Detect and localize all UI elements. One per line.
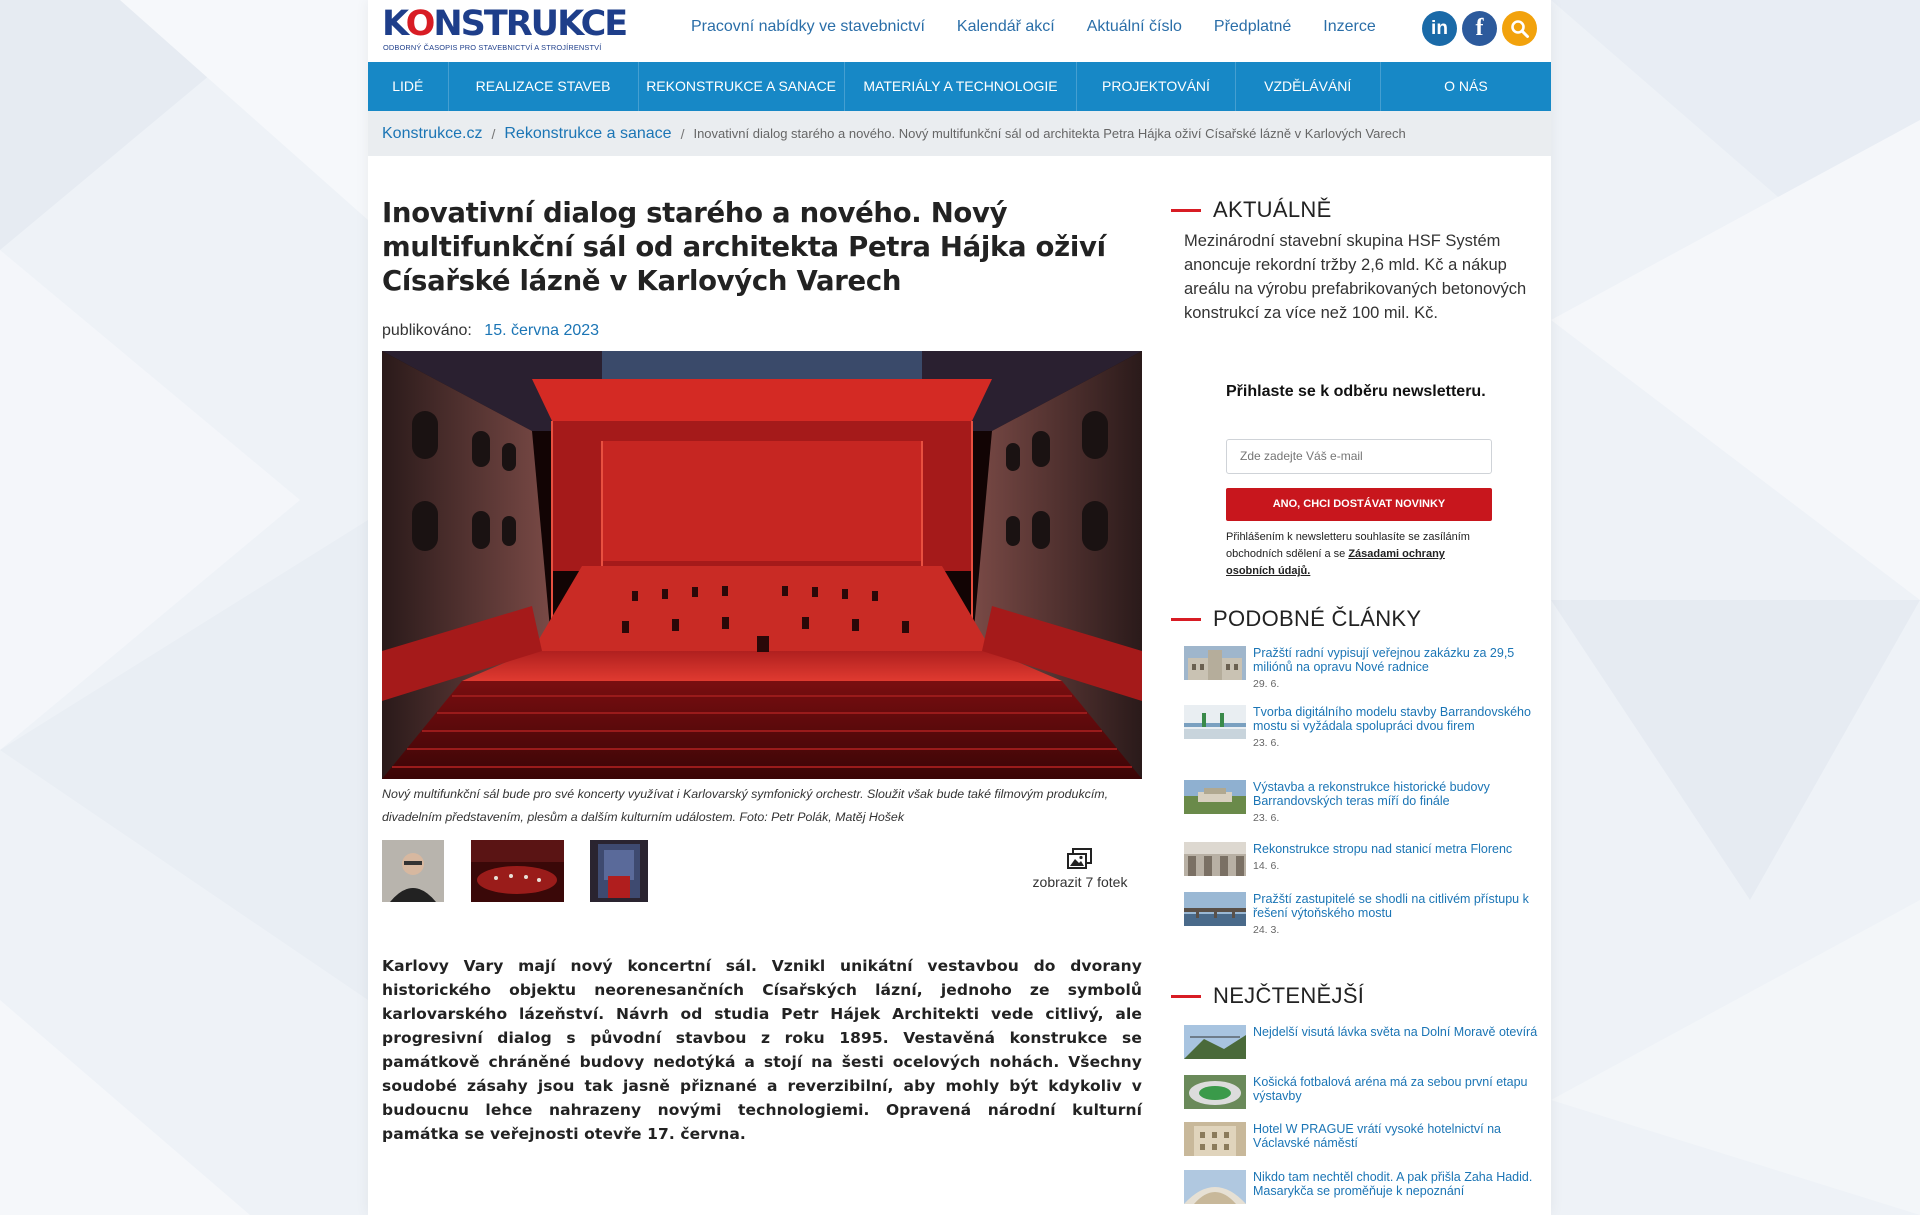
list-item-thumbnail: [1184, 646, 1246, 680]
podobne-heading: [1171, 604, 1421, 634]
topnav-current-issue[interactable]: Aktuální číslo: [1086, 18, 1182, 35]
linkedin-icon[interactable]: in: [1422, 11, 1457, 46]
thumb-terraces: [1184, 780, 1246, 814]
newsletter-title: Přihlaste se k odběru newsletteru.: [1226, 383, 1486, 400]
breadcrumb-home[interactable]: Konstrukce.cz: [382, 124, 483, 142]
topnav-advertising[interactable]: Inzerce: [1323, 18, 1376, 35]
gallery-label: zobrazit 7 fotek: [1032, 874, 1128, 890]
logo-wordmark: KONSTRUKCE: [382, 4, 627, 44]
list-item-title[interactable]: Košická fotbalová aréna má za sebou první etapu výstavby: [1253, 1075, 1528, 1103]
list-item-thumbnail: [1184, 1025, 1246, 1059]
thumb-sky-bridge: [1184, 1025, 1246, 1059]
hero-image[interactable]: [382, 351, 1142, 779]
published-label: publikováno:: [382, 322, 472, 339]
nav-lide[interactable]: LIDÉ: [368, 62, 449, 111]
nav-realizace-staveb[interactable]: REALIZACE STAVEB: [449, 62, 639, 111]
image-caption: Nový multifunkční sál bude pro své koncerty využívat i Karlovarský symfonický orchestr. Sloužit však bude také filmovým produkcím, divadelním představením, plesům a dalším kulturním událostem. Foto: Petr Polák, Matěj Hošek: [382, 787, 1109, 824]
thumb-kosice-arena: [1184, 1075, 1246, 1109]
thumb-metro-florenc: [1184, 842, 1246, 876]
aktualne-heading: [1171, 195, 1332, 225]
breadcrumb-current: Inovativní dialog starého a nového. Nový multifunkční sál od architekta Petra Hájka oživí Císařské lázně v Karlových Varech: [693, 126, 1406, 141]
social-links: [1422, 11, 1542, 46]
list-item-title[interactable]: Hotel W PRAGUE vrátí vysoké hotelnictví na Václavské náměstí: [1253, 1122, 1502, 1150]
logo-subtitle: ODBORNÝ ČASOPIS PRO STAVEBNICTVÍ A STROJÍRENSTVÍ: [383, 43, 602, 52]
heading-accent-bar: [1171, 995, 1201, 998]
thumb-town-hall: [1184, 646, 1246, 680]
newsletter-email-input[interactable]: [1226, 439, 1492, 474]
topnav-subscription[interactable]: Předplatné: [1213, 18, 1292, 35]
privacy-policy-link[interactable]: Zásadami ochrany osobních údajů.: [1226, 548, 1445, 577]
logo-letter-o: O: [405, 4, 434, 44]
list-item-title[interactable]: Pražští radní vypisují veřejnou zakázku za 29,5 miliónů na opravu Nové radnice: [1253, 646, 1515, 674]
list-item-thumbnail: [1184, 1075, 1246, 1109]
list-item-thumbnail: [1184, 780, 1246, 814]
podobne-title: PODOBNÉ ČLÁNKY: [1213, 606, 1422, 631]
list-item-thumbnail: [1184, 705, 1246, 739]
concert-hall-illustration: [382, 351, 1142, 779]
thumbnail-orchestra-image: [471, 840, 564, 902]
nav-vzdelavani[interactable]: VZDĚLÁVÁNÍ: [1236, 62, 1381, 111]
newsletter-consent-text: Přihlášením k newsletteru souhlasíte se zasíláním obchodních sdělení a se: [1226, 531, 1470, 560]
newsletter-consent-note: [1226, 529, 1496, 580]
thumbnail-portrait-image: [382, 840, 444, 902]
list-item-thumbnail: [1184, 1170, 1246, 1204]
nav-materialy-a-technologie[interactable]: MATERIÁLY A TECHNOLOGIE: [845, 62, 1078, 111]
list-item-title[interactable]: Nejdelší visutá lávka světa na Dolní Moravě otevírá: [1253, 1025, 1538, 1039]
aktualne-title: AKTUÁLNĚ: [1213, 197, 1332, 222]
list-item-title[interactable]: Pražští zastupitelé se shodli na citlivém přístupu k řešení výtoňského mostu: [1253, 892, 1529, 920]
breadcrumb-separator: /: [680, 125, 685, 142]
nav-o-nas[interactable]: O NÁS: [1444, 78, 1488, 94]
thumbnail-portrait[interactable]: [382, 840, 444, 902]
site-header: [368, 0, 1551, 62]
breadcrumb-separator: /: [491, 125, 496, 142]
thumb-w-prague: [1184, 1122, 1246, 1156]
nav-projektovani[interactable]: PROJEKTOVÁNÍ: [1077, 62, 1235, 111]
main-navigation: [368, 62, 1551, 111]
list-item-title[interactable]: Výstavba a rekonstrukce historické budovy Barrandovských teras míří do finále: [1253, 780, 1490, 808]
page-container: [368, 0, 1551, 1215]
thumb-masarycka: [1184, 1170, 1246, 1204]
list-item-date: 14. 6.: [1253, 860, 1280, 872]
thumbnail-hall-image: [590, 840, 648, 902]
list-item-date: 23. 6.: [1253, 812, 1280, 824]
gallery-link[interactable]: [1024, 848, 1136, 892]
newsletter-box: [1226, 383, 1496, 577]
list-item-thumbnail: [1184, 892, 1246, 926]
breadcrumb-section[interactable]: Rekonstrukce a sanace: [504, 124, 672, 142]
list-item-date: 29. 6.: [1253, 678, 1280, 690]
nejctenejsi-heading: [1171, 981, 1364, 1011]
list-item-title[interactable]: Rekonstrukce stropu nad stanicí metra Florenc: [1253, 842, 1513, 856]
heading-accent-bar: [1171, 209, 1201, 212]
gallery-icon: [1067, 848, 1093, 870]
topnav-jobs[interactable]: Pracovní nabídky ve stavebnictví: [691, 18, 925, 35]
thumb-bridge-model: [1184, 705, 1246, 739]
list-item-thumbnail: [1184, 842, 1246, 876]
article-body: Karlovy Vary mají nový koncertní sál. Vznikl unikátní vestavbou do dvorany historického objektu neorenesančních Císařských lázní, jednoho ze symbolů karlovarského lázeňství. Návrh od studia Petr Hájek Architekti vede citlivý, ale progresivní dialog s původní stavbou z roku 1895. Vestavěná konstrukce se památkově chráněné budovy nedotýká a stojí na šesti ocelových nohách. Všechny soudobé zásahy jsou tak jasně přiznané a reverzibilní, aby mohly být kdykoliv v budoucnu lehce nahrazeny novými technologiemi. Opravená národní kulturní památka se veřejnosti otevře 17. června.: [382, 957, 1142, 1143]
published-date: 15. června 2023: [484, 322, 600, 339]
thumb-vyton-bridge: [1184, 892, 1246, 926]
nav-rekonstrukce-a-sanace[interactable]: REKONSTRUKCE A SANACE: [639, 62, 845, 111]
list-item-date: 24. 3.: [1253, 924, 1280, 936]
thumbnail-hall[interactable]: [590, 840, 648, 902]
list-item-title[interactable]: Nikdo tam nechtěl chodit. A pak přišla Zaha Hadid. Masarykča se proměňuje k nepoznání: [1253, 1170, 1533, 1198]
list-item-date: 23. 6.: [1253, 737, 1280, 749]
search-glyph: [1510, 19, 1530, 39]
heading-accent-bar: [1171, 618, 1201, 621]
thumbnail-orchestra[interactable]: [471, 840, 564, 902]
nejctenejsi-title: NEJČTENĚJŠÍ: [1213, 983, 1365, 1008]
top-navigation: [691, 16, 1408, 40]
site-logo[interactable]: [382, 4, 627, 56]
facebook-icon[interactable]: f: [1462, 11, 1497, 46]
breadcrumb: [368, 111, 1551, 156]
article-title: Inovativní dialog starého a nového. Nový multifunkční sál od architekta Petra Hájka oživí Císařské lázně v Karlových Varech: [382, 197, 1106, 297]
aktualne-text[interactable]: Mezinárodní stavební skupina HSF Systém anoncuje rekordní tržby 2,6 mld. Kč a nákup areálu na výrobu prefabrikovaných betonových konstrukcí za více než 100 mil. Kč.: [1184, 232, 1527, 322]
published-row: [382, 322, 599, 340]
newsletter-subscribe-button[interactable]: ANO, CHCI DOSTÁVAT NOVINKY: [1226, 488, 1492, 521]
search-icon[interactable]: [1502, 11, 1537, 46]
list-item-title[interactable]: Tvorba digitálního modelu stavby Barrandovského mostu si vyžádala spolupráci dvou firem: [1253, 705, 1531, 733]
topnav-calendar[interactable]: Kalendář akcí: [956, 18, 1055, 35]
list-item-thumbnail: [1184, 1122, 1246, 1156]
